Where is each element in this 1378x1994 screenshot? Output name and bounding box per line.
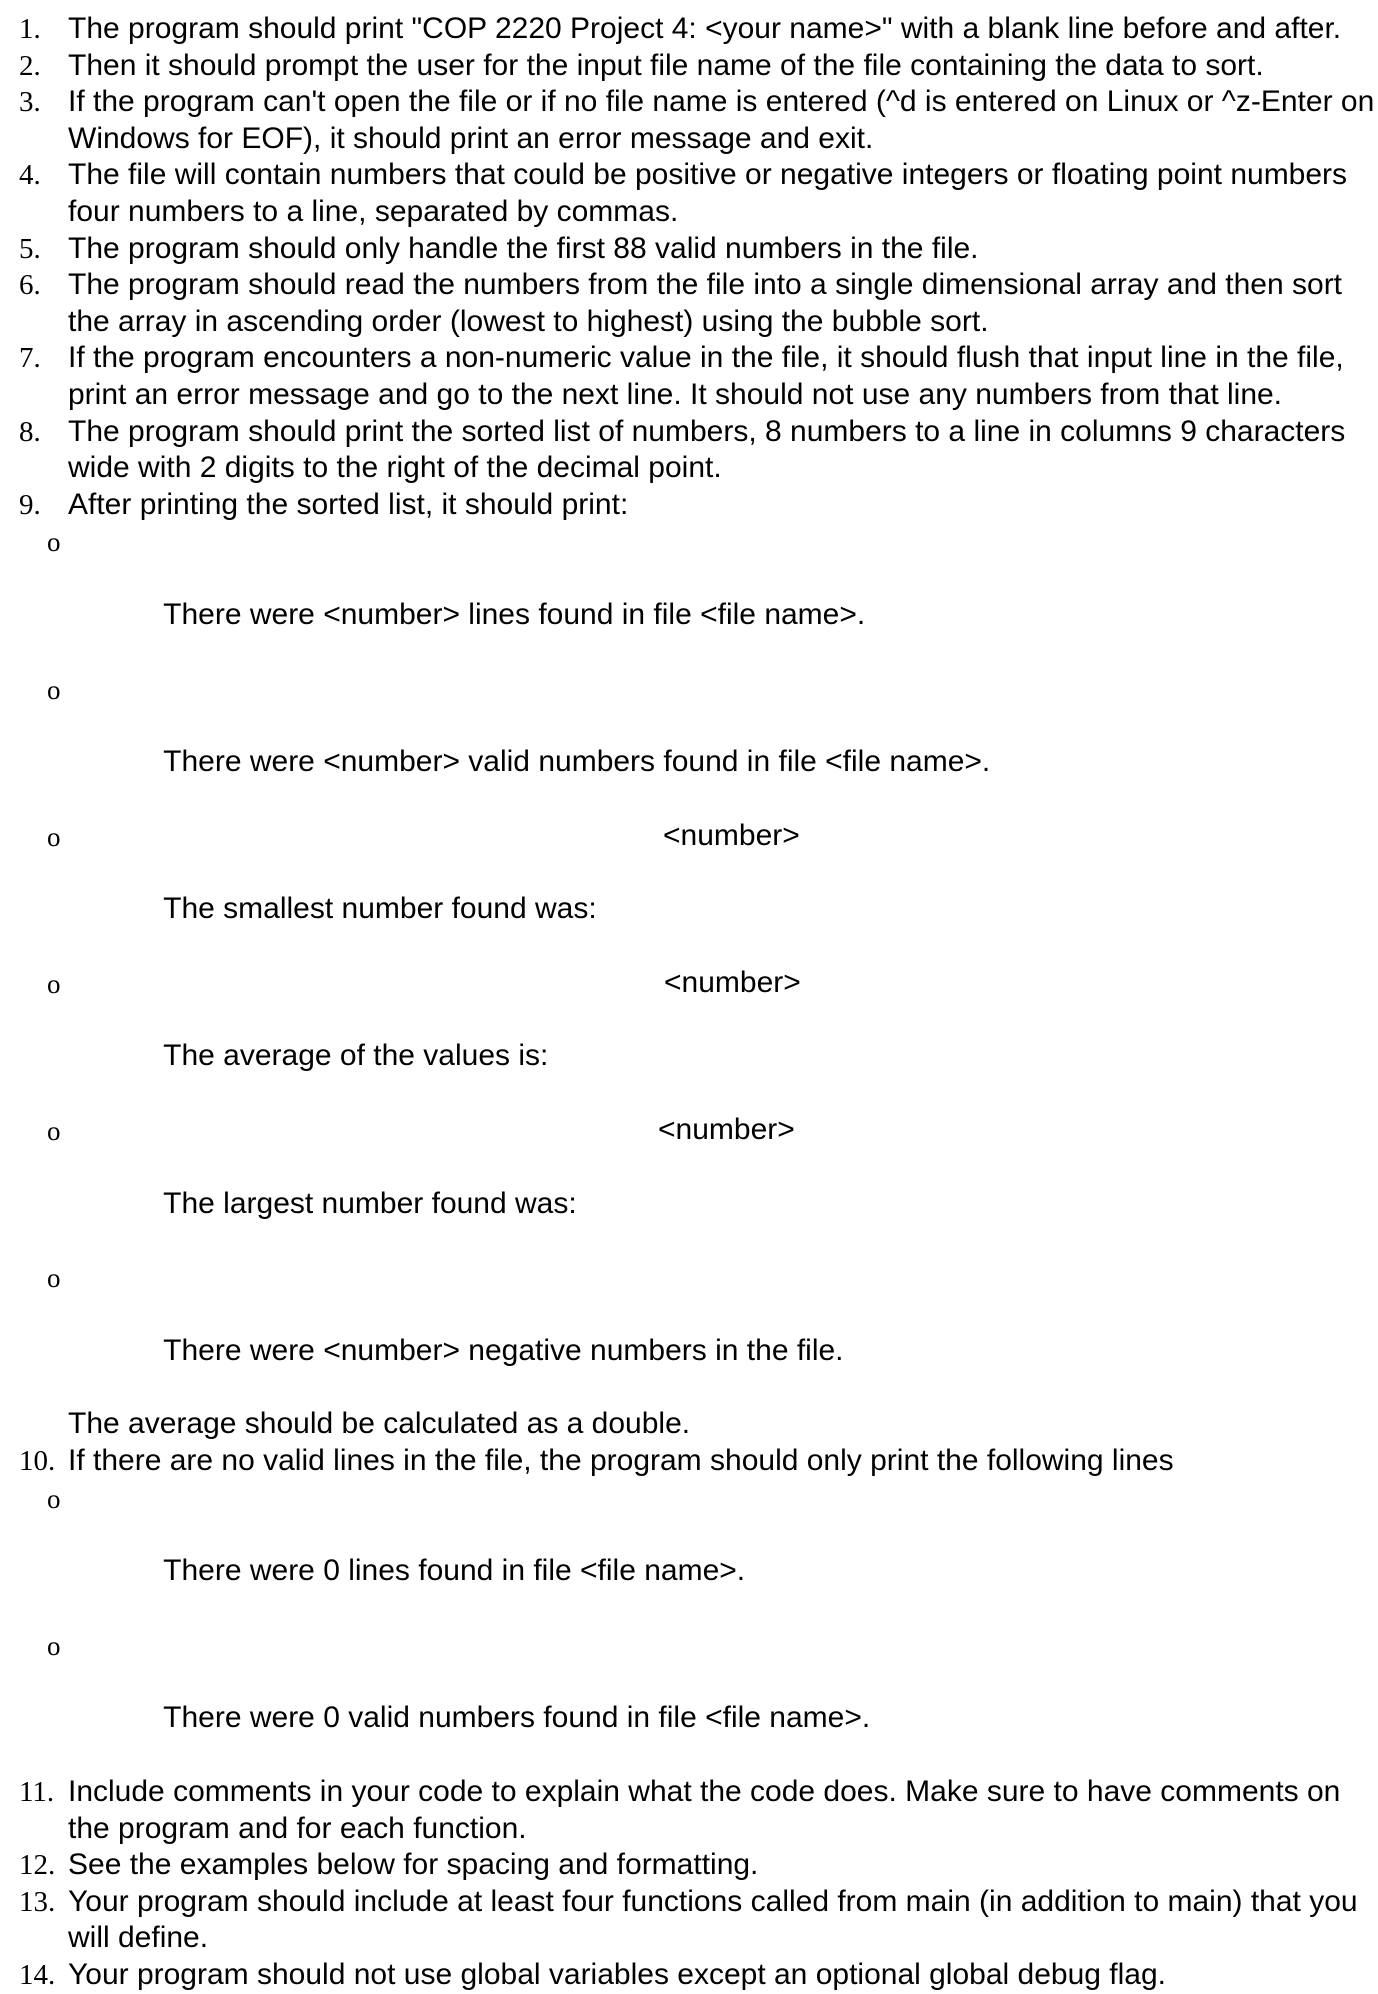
item-text: See the examples below for spacing and formatting. <box>68 1848 759 1882</box>
list-item <box>0 1774 1378 1847</box>
bullet-icon: o <box>47 821 61 852</box>
bullet-icon: o <box>47 1263 61 1294</box>
output-lines-list <box>0 523 1378 1406</box>
item-text: Include comments in your code to explain what the code does. Make sure to have comments on the program and for each function. <box>68 1775 1341 1845</box>
sub-item-label: The average of the values is: <box>163 1039 549 1073</box>
sub-item-text: There were <number> valid numbers found in file <file name>. <box>163 745 991 779</box>
sub-item-text: There were <number> lines found in file <file name>. <box>163 597 866 631</box>
item-number: 5. <box>19 232 41 265</box>
bullet-icon: o <box>47 968 61 999</box>
sub-item-value: <number> <box>664 965 801 999</box>
sub-item <box>0 671 1378 818</box>
item-text: If the program can't open the file or if no file name is entered (^d is entered on Linux or ^z-Enter on Windows for EOF), it should print an error message and exit. <box>68 85 1375 155</box>
item-text: After printing the sorted list, it should print: <box>68 487 629 521</box>
sub-item <box>0 965 1378 1112</box>
sub-item-text: There were 0 lines found in file <file name>. <box>163 1554 746 1588</box>
sub-item <box>0 1259 1378 1406</box>
bullet-icon: o <box>47 1116 61 1147</box>
item-number: 8. <box>19 415 41 448</box>
item-text: The program should print the sorted list of numbers, 8 numbers to a line in columns 9 characters wide with 2 digits to the right of the decimal point. <box>68 414 1346 485</box>
empty-file-lines-list <box>0 1480 1378 1774</box>
item-number: 10. <box>19 1445 56 1478</box>
bullet-icon: o <box>47 1630 61 1661</box>
list-item <box>0 84 1378 157</box>
item-text: Your program should not use global variables except an optional global debug flag. <box>68 1957 1166 1991</box>
item-number: 12. <box>19 1849 56 1882</box>
list-item <box>0 340 1378 413</box>
item-text: Your program should include at least four functions called from main (in addition to main) that you will define. <box>68 1884 1358 1955</box>
sub-item <box>0 1112 1378 1259</box>
item-text: Then it should prompt the user for the input file name of the file containing the data to sort. <box>68 48 1264 82</box>
sub-item <box>0 1480 1378 1627</box>
list-item <box>0 487 1378 1443</box>
item-number: 14. <box>19 1958 56 1991</box>
item-text: The file will contain numbers that could be positive or negative integers or floating point numbers four numbers to a line, separated by commas. <box>68 158 1348 228</box>
list-item <box>0 231 1378 268</box>
list-item <box>0 1884 1378 1957</box>
sub-item <box>0 818 1378 965</box>
item-number: 13. <box>19 1885 56 1918</box>
sub-item-label: The smallest number found was: <box>163 892 597 926</box>
list-item <box>0 1443 1378 1774</box>
sub-item-text: There were <number> negative numbers in the file. <box>163 1333 844 1367</box>
bullet-icon: o <box>47 674 61 705</box>
item-number: 11. <box>19 1776 55 1808</box>
bullet-icon: o <box>47 1483 61 1514</box>
item-number: 3. <box>19 86 41 119</box>
sub-item <box>0 523 1378 670</box>
sub-item-value: <number> <box>658 1113 795 1147</box>
sub-item-text: There were 0 valid numbers found in file <file name>. <box>163 1701 871 1735</box>
item-number: 2. <box>19 49 41 82</box>
list-item <box>0 414 1378 487</box>
list-item <box>0 11 1378 48</box>
item-number: 9. <box>19 488 41 521</box>
sub-item-value: <number> <box>663 818 800 852</box>
item-number: 7. <box>19 342 41 375</box>
item-number: 1. <box>19 13 41 45</box>
item-number: 6. <box>19 269 41 302</box>
item-note: The average should be calculated as a double. <box>68 1407 691 1441</box>
sub-item-label: The largest number found was: <box>163 1186 577 1220</box>
list-item <box>0 48 1378 85</box>
list-item <box>0 157 1378 230</box>
list-item <box>0 267 1378 340</box>
list-item <box>0 1957 1378 1994</box>
item-text: The program should read the numbers from the file into a single dimensional array and then sort the array in ascending order (lowest to highest) using the bubble sort. <box>68 268 1343 338</box>
requirements-list <box>0 11 1378 1994</box>
list-item <box>0 1847 1378 1884</box>
item-text: If the program encounters a non-numeric value in the file, it should flush that input line in the file, print an error message and go to the next line. It should not use any numbers from that line. <box>68 341 1344 411</box>
sub-item <box>0 1627 1378 1774</box>
item-text: The program should only handle the first 88 valid numbers in the file. <box>68 231 979 265</box>
item-number: 4. <box>19 159 41 192</box>
item-text: If there are no valid lines in the file, the program should only print the following lines <box>68 1444 1174 1478</box>
bullet-icon: o <box>47 527 61 558</box>
item-text: The program should print "COP 2220 Project 4: <your name>" with a blank line before and after. <box>68 12 1342 45</box>
